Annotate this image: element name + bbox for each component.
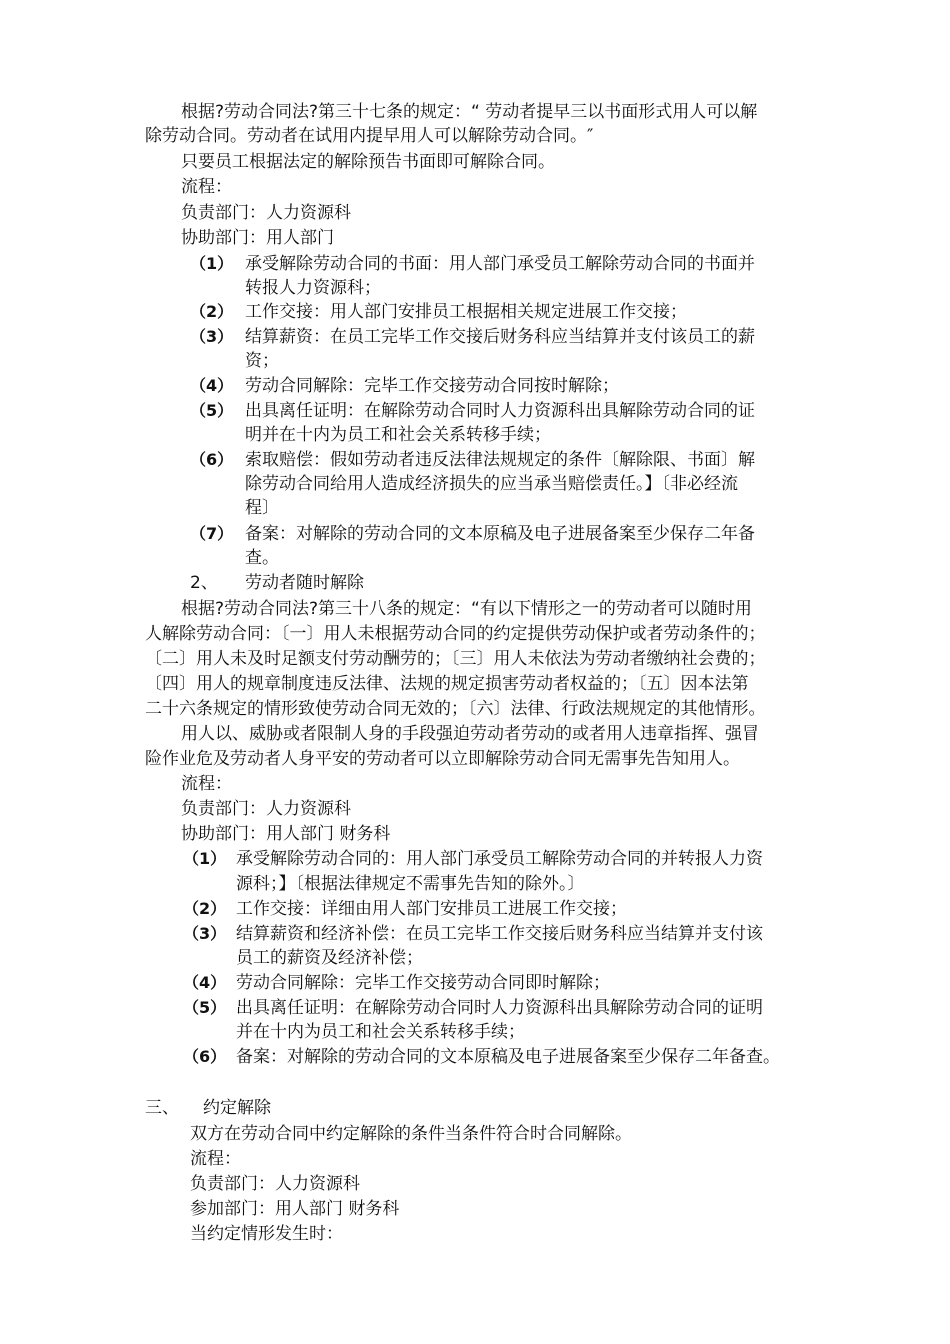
s1-item-number: （7） bbox=[190, 524, 234, 543]
s2-para1-line: 〔二〕用人未及时足额支付劳动酬劳的；〔三〕用人未依法为劳动者缴纳社会费的； bbox=[145, 649, 766, 669]
s1-item-number: （3） bbox=[190, 327, 234, 346]
s2-item-text: 承受解除劳动合同的：用人部门承受员工解除劳动合同的并转报人力资 bbox=[236, 849, 763, 869]
s2-para1-line: 人解除劳动合同：〔一〕用人未根据劳动合同的约定提供劳动保护或者劳动条件的； bbox=[145, 624, 766, 644]
s1-flow-label: 流程： bbox=[181, 177, 232, 197]
s2-item-number: （2） bbox=[183, 899, 227, 918]
s2-heading-number: 2、 bbox=[190, 573, 218, 593]
s2-item-number: （3） bbox=[183, 924, 227, 943]
s2-para1-line: 根据?劳动合同法?第三十八条的规定：“有以下情形之一的劳动者可以随时用 bbox=[181, 599, 752, 619]
s2-assist-dept: 协助部门：用人部门 财务科 bbox=[181, 824, 391, 844]
s2-item-text: 出具离任证明：在解除劳动合同时人力资源科出具解除劳动合同的证明 bbox=[236, 998, 763, 1018]
s1-para1-line1: 根据?劳动合同法?第三十七条的规定：“ 劳动者提早三以书面形式用人可以解 bbox=[181, 102, 758, 122]
s1-item-text: 转报人力资源科； bbox=[245, 278, 381, 298]
s1-item-number: （5） bbox=[190, 401, 234, 420]
s2-item-number: （1） bbox=[183, 849, 227, 868]
s2-para2-line: 用人以、威胁或者限制人身的手段强迫劳动者劳动的或者用人违章指挥、强冒 bbox=[181, 724, 759, 744]
s2-item-text: 并在十内为员工和社会关系转移手续； bbox=[236, 1022, 525, 1042]
s1-item-text: 程〕 bbox=[245, 498, 279, 518]
s2-para2-line: 险作业危及劳动者人身平安的劳动者可以立即解除劳动合同无需事先告知用人。 bbox=[145, 749, 740, 769]
s1-item-text: 承受解除劳动合同的书面：用人部门承受员工解除劳动合同的书面并 bbox=[245, 254, 755, 274]
s3-participating-dept: 参加部门：用人部门 财务科 bbox=[190, 1199, 400, 1219]
s2-para1-line: 〔四〕用人的规章制度违反法律、法规的规定损害劳动者权益的；〔五〕因本法第 bbox=[145, 674, 749, 694]
s2-item-text: 备案：对解除的劳动合同的文本原稿及电子进展备案至少保存二年备查。 bbox=[236, 1047, 780, 1067]
s1-item-number: （4） bbox=[190, 376, 234, 395]
s1-item-text: 工作交接：用人部门安排员工根据相关规定进展工作交接； bbox=[245, 302, 687, 322]
s1-item-text: 劳动合同解除：完毕工作交接劳动合同按时解除； bbox=[245, 376, 619, 396]
s3-heading-text: 约定解除 bbox=[203, 1098, 271, 1118]
s1-item-text: 结算薪资：在员工完毕工作交接后财务科应当结算并支付该员工的薪 bbox=[245, 327, 755, 347]
s2-item-number: （4） bbox=[183, 973, 227, 992]
s2-flow-label: 流程： bbox=[181, 774, 232, 794]
s3-flow-label: 流程： bbox=[190, 1149, 241, 1169]
s1-item-text: 备案：对解除的劳动合同的文本原稿及电子进展备案至少保存二年备 bbox=[245, 524, 755, 544]
s1-para1-line2: 除劳动合同。劳动者在试用内提早用人可以解除劳动合同。″ bbox=[145, 126, 594, 146]
s1-item-text: 明并在十内为员工和社会关系转移手续； bbox=[245, 425, 551, 445]
s2-para1-line: 二十六条规定的情形致使劳动合同无效的；〔六〕法律、行政法规规定的其他情形。 bbox=[145, 699, 766, 719]
s3-responsible-dept: 负责部门：人力资源科 bbox=[190, 1174, 360, 1194]
s1-item-text: 除劳动合同给用人造成经济损失的应当承当赔偿责任。】〔非必经流 bbox=[245, 474, 738, 494]
s1-responsible-dept: 负责部门：人力资源科 bbox=[181, 203, 351, 223]
s1-assist-dept: 协助部门：用人部门 bbox=[181, 228, 334, 248]
s3-heading-number: 三、 bbox=[145, 1098, 179, 1118]
s1-item-number: （6） bbox=[190, 450, 234, 469]
s1-item-text: 出具离任证明：在解除劳动合同时人力资源科出具解除劳动合同的证 bbox=[245, 401, 755, 421]
s2-item-text: 源科；】〔根据法律规定不需事先告知的除外。〕 bbox=[236, 874, 585, 894]
s2-item-number: （6） bbox=[183, 1047, 227, 1066]
s2-item-text: 员工的薪资及经济补偿； bbox=[236, 948, 423, 968]
s2-responsible-dept: 负责部门：人力资源科 bbox=[181, 799, 351, 819]
s1-item-text: 资； bbox=[245, 351, 279, 371]
s2-item-text: 劳动合同解除：完毕工作交接劳动合同即时解除； bbox=[236, 973, 610, 993]
s3-when-condition: 当约定情形发生时： bbox=[190, 1224, 343, 1244]
s3-para: 双方在劳动合同中约定解除的条件当条件符合时合同解除。 bbox=[190, 1124, 632, 1144]
s1-item-text: 索取赔偿：假如劳动者违反法律法规规定的条件〔解除限、书面〕解 bbox=[245, 450, 755, 470]
s2-heading-text: 劳动者随时解除 bbox=[245, 573, 364, 593]
s2-item-text: 结算薪资和经济补偿：在员工完毕工作交接后财务科应当结算并支付该 bbox=[236, 924, 763, 944]
s1-para2: 只要员工根据法定的解除预告书面即可解除合同。 bbox=[181, 152, 555, 172]
s1-item-number: （1） bbox=[190, 254, 234, 273]
s2-item-text: 工作交接：详细由用人部门安排员工进展工作交接； bbox=[236, 899, 627, 919]
s2-item-number: （5） bbox=[183, 998, 227, 1017]
s1-item-text: 查。 bbox=[245, 548, 279, 568]
s1-item-number: （2） bbox=[190, 302, 234, 321]
